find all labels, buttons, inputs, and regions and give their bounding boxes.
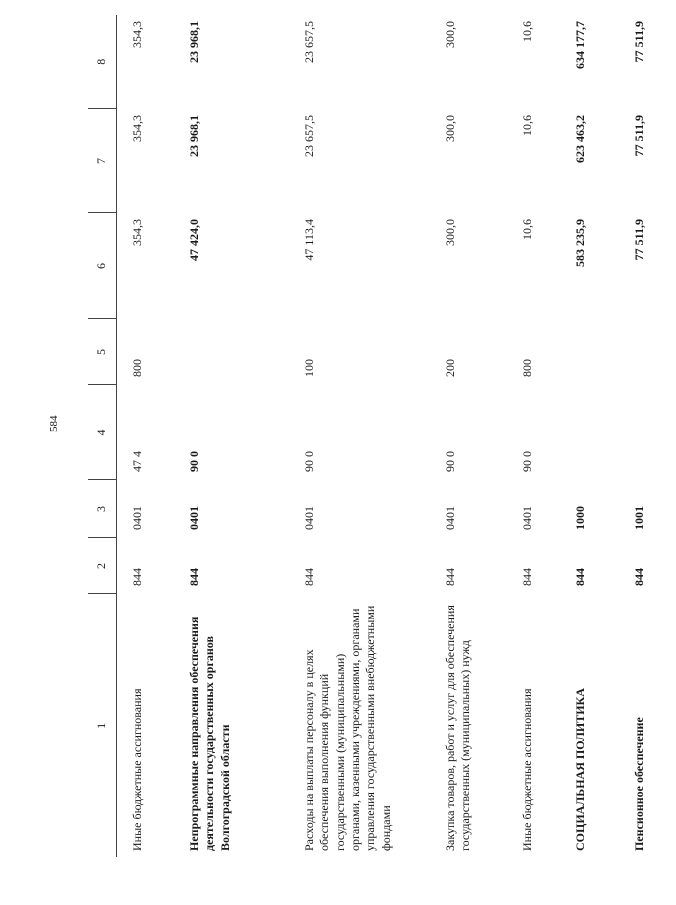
amount-col7: 23 968,1 bbox=[187, 115, 201, 157]
table-row bbox=[172, 15, 287, 857]
target-code: 90 0 bbox=[520, 451, 534, 472]
column-header: 2 bbox=[88, 538, 117, 594]
section-code: 0401 bbox=[187, 506, 201, 530]
amount-col6: 10,6 bbox=[520, 219, 534, 240]
row-name: Непрограммные направления обеспечения деятельности государственных органов Волгоградской области bbox=[187, 616, 232, 851]
row-name: Иные бюджетные ассигнования bbox=[520, 688, 534, 851]
target-code: 90 0 bbox=[187, 451, 201, 472]
row-name: Пенсионное обеспечение bbox=[632, 717, 646, 851]
amount-col7: 354,3 bbox=[130, 115, 144, 142]
amount-col7: 77 511,9 bbox=[632, 115, 646, 157]
row-name: Иные бюджетные ассигнования bbox=[130, 688, 144, 851]
amount-col7: 623 463,2 bbox=[573, 115, 587, 163]
expense-type-code: 200 bbox=[443, 359, 457, 377]
expense-type-code bbox=[617, 319, 676, 385]
ministry-code: 844 bbox=[520, 568, 534, 586]
amount-col6: 354,3 bbox=[130, 219, 144, 246]
section-code: 0401 bbox=[520, 506, 534, 530]
amount-col7: 300,0 bbox=[443, 115, 457, 142]
ministry-code: 844 bbox=[187, 568, 201, 586]
page-number: 584 bbox=[48, 415, 60, 432]
amount-col6: 583 235,9 bbox=[573, 219, 587, 267]
row-name: Расходы на выплаты персоналу в целях обеспечения выполнения функций государственными (муниципальными) органами, казенными учреждениями, органами управления государственными внебюджетными фондами bbox=[302, 605, 393, 851]
section-code: 0401 bbox=[302, 506, 316, 530]
section-code: 1001 bbox=[632, 506, 646, 530]
amount-col8: 23 968,1 bbox=[187, 21, 201, 63]
section-code: 0401 bbox=[130, 506, 144, 530]
target-code bbox=[617, 385, 676, 480]
table-row bbox=[117, 15, 173, 857]
table-row bbox=[287, 15, 428, 857]
budget-table bbox=[88, 15, 676, 857]
amount-col6: 47 424,0 bbox=[187, 219, 201, 261]
amount-col6: 77 511,9 bbox=[632, 219, 646, 261]
amount-col6: 47 113,4 bbox=[302, 219, 316, 261]
column-header: 6 bbox=[88, 213, 117, 319]
amount-col7: 23 657,5 bbox=[302, 115, 316, 157]
expense-type-code: 800 bbox=[130, 359, 144, 377]
row-name: СОЦИАЛЬНАЯ ПОЛИТИКА bbox=[573, 688, 587, 851]
target-code: 47 4 bbox=[130, 451, 144, 472]
ministry-code: 844 bbox=[443, 568, 457, 586]
table-row bbox=[505, 15, 558, 857]
table-row bbox=[617, 15, 676, 857]
amount-col7: 10,6 bbox=[520, 115, 534, 136]
column-header: 8 bbox=[88, 15, 117, 109]
expense-type-code: 800 bbox=[520, 359, 534, 377]
column-header: 3 bbox=[88, 480, 117, 538]
expense-type-code bbox=[172, 319, 287, 385]
column-header: 1 bbox=[88, 594, 117, 857]
table-row bbox=[558, 15, 617, 857]
target-code: 90 0 bbox=[302, 451, 316, 472]
ministry-code: 844 bbox=[573, 568, 587, 586]
section-code: 0401 bbox=[443, 506, 457, 530]
expense-type-code bbox=[558, 319, 617, 385]
section-code: 1000 bbox=[573, 506, 587, 530]
amount-col8: 300,0 bbox=[443, 21, 457, 48]
rotated-page bbox=[88, 15, 676, 857]
expense-type-code: 100 bbox=[302, 359, 316, 377]
amount-col8: 354,3 bbox=[130, 21, 144, 48]
column-header: 5 bbox=[88, 319, 117, 385]
header-row bbox=[88, 15, 117, 857]
column-header: 7 bbox=[88, 109, 117, 213]
amount-col8: 10,6 bbox=[520, 21, 534, 42]
row-name: Закупка товаров, работ и услуг для обеспечения государственных (муниципальных) нужд bbox=[443, 605, 473, 851]
table-row bbox=[428, 15, 505, 857]
target-code bbox=[558, 385, 617, 480]
amount-col8: 23 657,5 bbox=[302, 21, 316, 63]
amount-col6: 300,0 bbox=[443, 219, 457, 246]
column-header: 4 bbox=[88, 385, 117, 480]
target-code: 90 0 bbox=[443, 451, 457, 472]
amount-col8: 634 177,7 bbox=[573, 21, 587, 69]
amount-col8: 77 511,9 bbox=[632, 21, 646, 63]
ministry-code: 844 bbox=[632, 568, 646, 586]
ministry-code: 844 bbox=[302, 568, 316, 586]
ministry-code: 844 bbox=[130, 568, 144, 586]
